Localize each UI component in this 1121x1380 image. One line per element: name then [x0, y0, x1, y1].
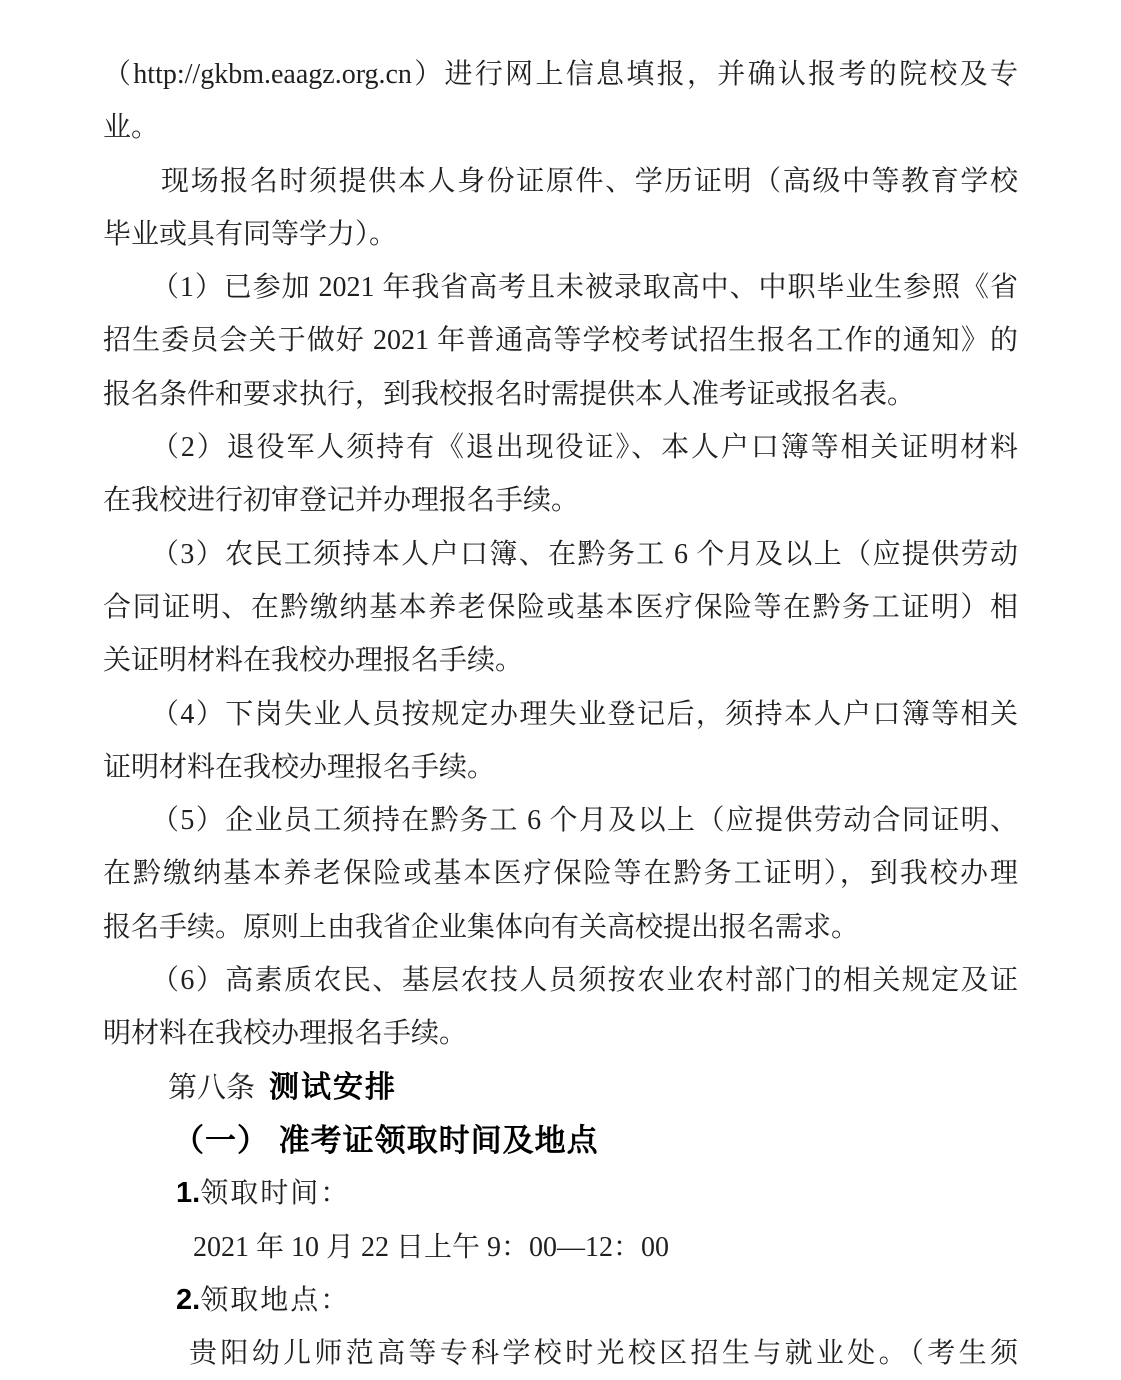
paragraph-line: 在黔缴纳基本养老保险或基本医疗保险等在黔务工证明），到我校办理 [103, 858, 1018, 890]
paragraph-line: （5）企业员工须持在黔务工 6 个月及以上（应提供劳动合同证明、 [151, 805, 1018, 837]
item-number: 1. [176, 1177, 201, 1210]
item-label: 领取时间： [200, 1178, 351, 1210]
paragraph-line: 证明材料在我校办理报名手续。 [103, 751, 496, 783]
paragraph-line: 在我校进行初审登记并办理报名手续。 [103, 485, 580, 517]
clause-heading [103, 1061, 1018, 1114]
paragraph-line: 合同证明、在黔缴纳基本养老保险或基本医疗保险等在黔务工证明）相 [103, 591, 1018, 623]
clause-title: 测试安排 [269, 1070, 398, 1104]
paragraph-line: 招生委员会关于做好 2021 年普通高等学校考试招生报名工作的通知》的 [103, 325, 1018, 357]
paragraph-line: 报名手续。原则上由我省企业集体向有关高校提出报名需求。 [103, 911, 860, 943]
list-item-heading [103, 1167, 1018, 1220]
paragraph-line: （3）农民工须持本人户口簿、在黔务工 6 个月及以上（应提供劳动 [151, 538, 1018, 570]
paragraph-line: （6）高素质农民、基层农技人员须按农业农村部门的相关规定及证 [151, 965, 1018, 997]
item-label: 领取地点： [200, 1284, 351, 1316]
paragraph-line: （http://gkbm.eaagz.org.cn）进行网上信息填报，并确认报考的院校及专 [103, 59, 1018, 90]
pickup-location: 贵阳幼儿师范高等专科学校时光校区招生与就业处。（考生须 [189, 1338, 1018, 1370]
item-number: 2. [176, 1283, 201, 1316]
paragraph-line: 报名条件和要求执行，到我校报名时需提供本人准考证或报名表。 [103, 378, 916, 410]
paragraph-line: （2）退役军人须持有《退出现役证》、本人户口簿等相关证明材料 [151, 432, 1018, 464]
paragraph-line: （1）已参加 2021 年我省高考且未被录取高中、中职毕业生参照《省 [151, 272, 1018, 304]
pickup-time: 2021 年 10 月 22 日上午 9：00—12：00 [193, 1231, 670, 1263]
paragraph-line: 明材料在我校办理报名手续。 [103, 1018, 468, 1050]
document-body [103, 48, 1018, 1380]
section-heading: （一） 准考证领取时间及地点 [173, 1122, 599, 1158]
paragraph-line: 毕业或具有同等学力）。 [103, 218, 398, 250]
list-item-heading [103, 1274, 1018, 1327]
paragraph-line: 现场报名时须提供本人身份证原件、学历证明（高级中等教育学校 [161, 165, 1018, 197]
paragraph-line: 业。 [103, 112, 160, 144]
paragraph-line: （4）下岗失业人员按规定办理失业登记后，须持本人户口簿等相关 [151, 698, 1018, 730]
clause-number: 第八条 [168, 1071, 256, 1104]
paragraph-line: 关证明材料在我校办理报名手续。 [103, 645, 524, 677]
